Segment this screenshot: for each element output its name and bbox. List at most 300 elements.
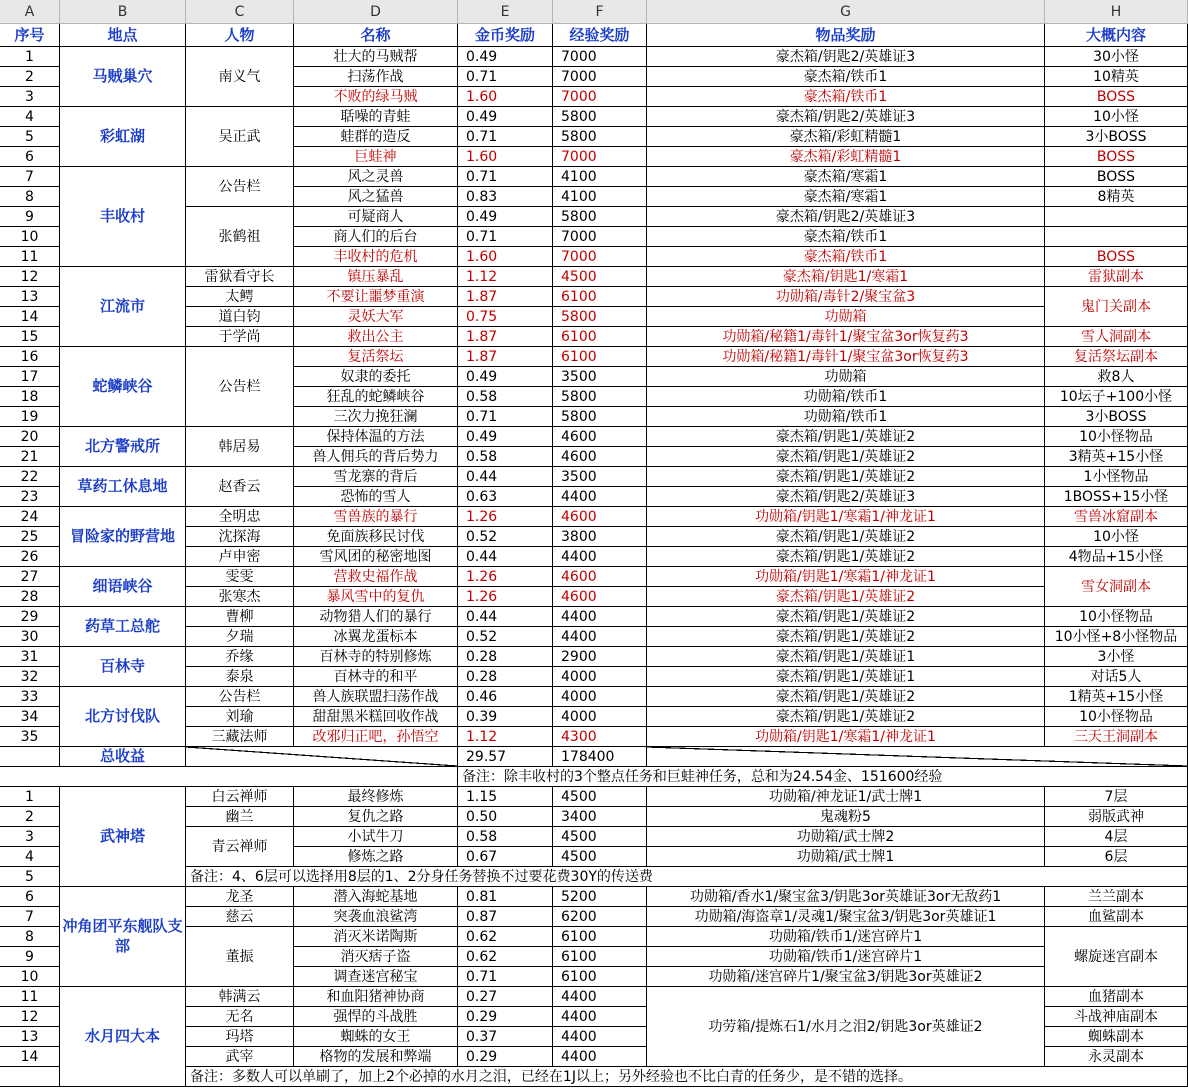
gold-reward[interactable]: 1.26 — [458, 567, 553, 587]
exp-reward[interactable]: 3500 — [553, 467, 647, 487]
row-number[interactable]: 5 — [0, 127, 60, 147]
task-name[interactable]: 最终修炼 — [294, 787, 458, 807]
row-number[interactable]: 34 — [0, 707, 60, 727]
row-number[interactable]: 10 — [0, 227, 60, 247]
row-number[interactable]: 23 — [0, 487, 60, 507]
person-cell[interactable]: 无名 — [186, 1007, 294, 1027]
gold-reward[interactable]: 0.71 — [458, 967, 553, 987]
column-letter-b[interactable]: B — [60, 0, 186, 24]
person-cell[interactable]: 南义气 — [186, 47, 294, 107]
gold-reward[interactable]: 0.44 — [458, 467, 553, 487]
person-cell[interactable]: 张鹤祖 — [186, 207, 294, 267]
row-number[interactable]: 8 — [0, 187, 60, 207]
row-number[interactable]: 7 — [0, 907, 60, 927]
row-number[interactable]: 15 — [0, 327, 60, 347]
item-reward[interactable]: 功勋箱/武士牌1 — [647, 847, 1045, 867]
total-exp[interactable]: 178400 — [553, 747, 647, 767]
person-cell[interactable]: 韩居易 — [186, 427, 294, 467]
task-name[interactable]: 风之猛兽 — [294, 187, 458, 207]
exp-reward[interactable]: 4400 — [553, 627, 647, 647]
exp-reward[interactable]: 7000 — [553, 147, 647, 167]
total-no-cell[interactable] — [0, 747, 60, 767]
content-cell[interactable]: 10小怪 — [1045, 107, 1188, 127]
task-name[interactable]: 消灭米诺陶斯 — [294, 927, 458, 947]
content-cell[interactable]: BOSS — [1045, 247, 1188, 267]
note-cell[interactable]: 备注：多数人可以单刷了，加上2个必掉的水月之泪，已经在1J以上；另外经验也不比白青的任务少，是不错的选择。 — [186, 1067, 1188, 1087]
content-cell[interactable]: 血鲨副本 — [1045, 907, 1188, 927]
content-cell[interactable]: 8精英 — [1045, 187, 1188, 207]
task-name[interactable]: 百林寺的特别修炼 — [294, 647, 458, 667]
item-reward[interactable]: 豪杰箱/铁币1 — [647, 87, 1045, 107]
gold-reward[interactable]: 0.46 — [458, 687, 553, 707]
person-cell[interactable]: 曹柳 — [186, 607, 294, 627]
gold-reward[interactable]: 0.71 — [458, 227, 553, 247]
content-cell[interactable]: 3精英+15小怪 — [1045, 447, 1188, 467]
item-reward[interactable]: 豪杰箱/钥匙1/英雄证2 — [647, 547, 1045, 567]
task-name[interactable]: 强悍的斗战胜 — [294, 1007, 458, 1027]
place-cell[interactable]: 冲角团平东舰队支部 — [60, 887, 186, 987]
row-number[interactable]: 1 — [0, 47, 60, 67]
row-number[interactable]: 7 — [0, 167, 60, 187]
task-name[interactable]: 暴风雪中的复仇 — [294, 587, 458, 607]
gold-reward[interactable]: 0.49 — [458, 427, 553, 447]
task-name[interactable]: 灵妖大军 — [294, 307, 458, 327]
gold-reward[interactable]: 0.81 — [458, 887, 553, 907]
task-name[interactable]: 蜘蛛的女王 — [294, 1027, 458, 1047]
exp-reward[interactable]: 5800 — [553, 387, 647, 407]
person-cell[interactable]: 慈云 — [186, 907, 294, 927]
content-cell[interactable]: BOSS — [1045, 87, 1188, 107]
person-cell[interactable]: 雯雯 — [186, 567, 294, 587]
task-name[interactable]: 兽人佣兵的背后势力 — [294, 447, 458, 467]
task-name[interactable]: 镇压暴乱 — [294, 267, 458, 287]
column-letter-g[interactable]: G — [647, 0, 1045, 24]
content-cell[interactable]: 雪女洞副本 — [1045, 567, 1188, 607]
column-letter-a[interactable]: A — [0, 0, 60, 24]
task-name[interactable]: 丰收村的危机 — [294, 247, 458, 267]
content-cell[interactable]: 10坛子+100小怪 — [1045, 387, 1188, 407]
exp-reward[interactable]: 4000 — [553, 687, 647, 707]
task-name[interactable]: 保持体温的方法 — [294, 427, 458, 447]
content-cell[interactable]: 1精英+15小怪 — [1045, 687, 1188, 707]
item-reward[interactable]: 功勋箱/海盗章1/灵魂1/聚宝盆3/钥匙3or英雄证1 — [647, 907, 1045, 927]
task-name[interactable]: 聒噪的青蛙 — [294, 107, 458, 127]
item-reward[interactable]: 功勋箱/铁币1 — [647, 407, 1045, 427]
row-number[interactable]: 11 — [0, 987, 60, 1007]
task-name[interactable]: 不败的绿马贼 — [294, 87, 458, 107]
item-reward[interactable]: 功勋箱 — [647, 367, 1045, 387]
item-reward[interactable]: 功勋箱 — [647, 307, 1045, 327]
content-cell[interactable]: 10小怪 — [1045, 527, 1188, 547]
item-reward[interactable]: 豪杰箱/铁币1 — [647, 247, 1045, 267]
task-name[interactable]: 复活祭坛 — [294, 347, 458, 367]
place-cell[interactable]: 水月四大本 — [60, 987, 186, 1087]
item-reward[interactable]: 豪杰箱/钥匙2/英雄证3 — [647, 487, 1045, 507]
task-name[interactable]: 免面族移民讨伐 — [294, 527, 458, 547]
item-reward[interactable]: 功勋箱/钥匙1/寒霜1/神龙证1 — [647, 727, 1045, 747]
place-cell[interactable]: 细语峡谷 — [60, 567, 186, 607]
exp-reward[interactable]: 4000 — [553, 667, 647, 687]
item-reward[interactable]: 豪杰箱/寒霜1 — [647, 187, 1045, 207]
content-cell[interactable]: 10小怪物品 — [1045, 707, 1188, 727]
content-cell[interactable]: 永灵副本 — [1045, 1047, 1188, 1067]
person-cell[interactable]: 吴正武 — [186, 107, 294, 167]
content-cell[interactable]: 螺旋迷宫副本 — [1045, 927, 1188, 987]
person-cell[interactable]: 玛塔 — [186, 1027, 294, 1047]
place-cell[interactable]: 丰收村 — [60, 167, 186, 267]
place-cell[interactable]: 江流市 — [60, 267, 186, 347]
task-name[interactable]: 可疑商人 — [294, 207, 458, 227]
gold-reward[interactable]: 0.37 — [458, 1027, 553, 1047]
gold-reward[interactable]: 0.29 — [458, 1007, 553, 1027]
exp-reward[interactable]: 4400 — [553, 987, 647, 1007]
content-cell[interactable]: 6层 — [1045, 847, 1188, 867]
row-number[interactable]: 14 — [0, 307, 60, 327]
content-cell[interactable]: 雪兽冰窟副本 — [1045, 507, 1188, 527]
item-reward[interactable]: 功勋箱/钥匙1/寒霜1/神龙证1 — [647, 507, 1045, 527]
task-name[interactable]: 奴隶的委托 — [294, 367, 458, 387]
row-number[interactable]: 3 — [0, 87, 60, 107]
task-name[interactable]: 扫荡作战 — [294, 67, 458, 87]
column-letter-e[interactable]: E — [458, 0, 553, 24]
row-number[interactable]: 21 — [0, 447, 60, 467]
content-cell[interactable]: 10小怪物品 — [1045, 427, 1188, 447]
item-reward[interactable]: 豪杰箱/钥匙1/寒霜1 — [647, 267, 1045, 287]
content-cell[interactable]: 兰兰副本 — [1045, 887, 1188, 907]
row-number[interactable]: 29 — [0, 607, 60, 627]
content-cell[interactable]: 3小BOSS — [1045, 127, 1188, 147]
gold-reward[interactable]: 0.58 — [458, 387, 553, 407]
exp-reward[interactable]: 6100 — [553, 347, 647, 367]
person-cell[interactable]: 赵香云 — [186, 467, 294, 507]
exp-reward[interactable]: 5200 — [553, 887, 647, 907]
column-letter-f[interactable]: F — [553, 0, 647, 24]
item-reward[interactable]: 豪杰箱/钥匙1/英雄证2 — [647, 627, 1045, 647]
exp-reward[interactable]: 3800 — [553, 527, 647, 547]
task-name[interactable]: 雪龙寨的背后 — [294, 467, 458, 487]
item-reward[interactable]: 豪杰箱/钥匙1/英雄证2 — [647, 427, 1045, 447]
gold-reward[interactable]: 1.87 — [458, 327, 553, 347]
person-cell[interactable]: 太鳄 — [186, 287, 294, 307]
item-reward[interactable]: 功勋箱/铁币1/迷宫碎片1 — [647, 927, 1045, 947]
gold-reward[interactable]: 0.63 — [458, 487, 553, 507]
person-cell[interactable]: 龙圣 — [186, 887, 294, 907]
exp-reward[interactable]: 4400 — [553, 607, 647, 627]
item-reward[interactable]: 功勋箱/香水1/聚宝盆3/钥匙3or英雄证3or无敌药1 — [647, 887, 1045, 907]
exp-reward[interactable]: 6100 — [553, 927, 647, 947]
exp-reward[interactable]: 6100 — [553, 967, 647, 987]
content-cell[interactable] — [1045, 227, 1188, 247]
gold-reward[interactable]: 0.83 — [458, 187, 553, 207]
place-cell[interactable]: 马贼巢穴 — [60, 47, 186, 107]
total-diag-cell[interactable] — [186, 747, 458, 767]
task-name[interactable]: 雪兽族的暴行 — [294, 507, 458, 527]
gold-reward[interactable]: 0.58 — [458, 447, 553, 467]
task-name[interactable]: 巨蛙神 — [294, 147, 458, 167]
content-cell[interactable]: 30小怪 — [1045, 47, 1188, 67]
exp-reward[interactable]: 7000 — [553, 247, 647, 267]
gold-reward[interactable]: 0.50 — [458, 807, 553, 827]
person-cell[interactable]: 三藏法师 — [186, 727, 294, 747]
person-cell[interactable]: 道白钧 — [186, 307, 294, 327]
place-cell[interactable]: 北方警戒所 — [60, 427, 186, 467]
task-name[interactable]: 调查迷宫秘宝 — [294, 967, 458, 987]
exp-reward[interactable]: 5800 — [553, 407, 647, 427]
content-cell[interactable]: 雪人洞副本 — [1045, 327, 1188, 347]
person-cell[interactable]: 张寒杰 — [186, 587, 294, 607]
column-letter-h[interactable]: H — [1045, 0, 1188, 24]
content-cell[interactable]: 对话5人 — [1045, 667, 1188, 687]
row-number[interactable]: 19 — [0, 407, 60, 427]
exp-reward[interactable]: 5800 — [553, 307, 647, 327]
content-cell[interactable]: 4层 — [1045, 827, 1188, 847]
row-number[interactable]: 20 — [0, 427, 60, 447]
row-number[interactable]: 13 — [0, 287, 60, 307]
row-number[interactable]: 12 — [0, 267, 60, 287]
row-number[interactable]: 11 — [0, 247, 60, 267]
exp-reward[interactable]: 4600 — [553, 567, 647, 587]
gold-reward[interactable]: 0.71 — [458, 167, 553, 187]
row-number[interactable]: 4 — [0, 847, 60, 867]
content-cell[interactable]: 救8人 — [1045, 367, 1188, 387]
exp-reward[interactable]: 3500 — [553, 367, 647, 387]
content-cell[interactable]: 三天王洞副本 — [1045, 727, 1188, 747]
exp-reward[interactable]: 4500 — [553, 827, 647, 847]
exp-reward[interactable]: 3400 — [553, 807, 647, 827]
gold-reward[interactable]: 0.27 — [458, 987, 553, 1007]
gold-reward[interactable]: 1.60 — [458, 147, 553, 167]
item-reward[interactable]: 功勋箱/毒针2/聚宝盆3 — [647, 287, 1045, 307]
person-cell[interactable]: 董振 — [186, 927, 294, 987]
task-name[interactable]: 蛙群的造反 — [294, 127, 458, 147]
item-reward[interactable]: 豪杰箱/钥匙2/英雄证3 — [647, 47, 1045, 67]
item-reward[interactable]: 豪杰箱/彩虹精髓1 — [647, 127, 1045, 147]
task-name[interactable]: 动物猎人们的暴行 — [294, 607, 458, 627]
exp-reward[interactable]: 4500 — [553, 267, 647, 287]
gold-reward[interactable]: 0.44 — [458, 547, 553, 567]
row-number[interactable]: 4 — [0, 107, 60, 127]
exp-reward[interactable]: 4600 — [553, 507, 647, 527]
gold-reward[interactable]: 1.87 — [458, 347, 553, 367]
exp-reward[interactable]: 2900 — [553, 647, 647, 667]
note-cell[interactable]: 备注：4、6层可以选择用8层的1、2分身任务替换不过要花费30Y的传送费 — [186, 867, 1188, 887]
header-cell[interactable]: 物品奖励 — [647, 24, 1045, 47]
row-number[interactable]: 14 — [0, 1047, 60, 1067]
task-name[interactable]: 救出公主 — [294, 327, 458, 347]
total-label[interactable]: 总收益 — [60, 747, 186, 767]
task-name[interactable]: 百林寺的和平 — [294, 667, 458, 687]
row-number[interactable]: 13 — [0, 1027, 60, 1047]
person-cell[interactable]: 公告栏 — [186, 167, 294, 207]
row-number[interactable]: 30 — [0, 627, 60, 647]
total-gold[interactable]: 29.57 — [458, 747, 553, 767]
item-reward[interactable]: 功勋箱/秘籍1/毒针1/聚宝盆3or恢复药3 — [647, 327, 1045, 347]
person-cell[interactable]: 沈探海 — [186, 527, 294, 547]
exp-reward[interactable]: 7000 — [553, 67, 647, 87]
task-name[interactable]: 狂乱的蛇鳞峡谷 — [294, 387, 458, 407]
content-cell[interactable]: 复活祭坛副本 — [1045, 347, 1188, 367]
place-cell[interactable]: 蛇鳞峡谷 — [60, 347, 186, 427]
exp-reward[interactable]: 6100 — [553, 327, 647, 347]
task-name[interactable]: 消灭痞子盗 — [294, 947, 458, 967]
row-number[interactable]: 5 — [0, 867, 60, 887]
person-cell[interactable]: 乔缘 — [186, 647, 294, 667]
person-cell[interactable]: 夕瑞 — [186, 627, 294, 647]
item-reward[interactable]: 功勋箱/迷宫碎片1/聚宝盆3/钥匙3or英雄证2 — [647, 967, 1045, 987]
exp-reward[interactable]: 6100 — [553, 947, 647, 967]
task-name[interactable]: 恐怖的雪人 — [294, 487, 458, 507]
gold-reward[interactable]: 0.49 — [458, 47, 553, 67]
content-cell[interactable]: 鬼门关副本 — [1045, 287, 1188, 327]
task-name[interactable]: 和血阳猪神协商 — [294, 987, 458, 1007]
row-number[interactable]: 22 — [0, 467, 60, 487]
row-number[interactable]: 26 — [0, 547, 60, 567]
exp-reward[interactable]: 4400 — [553, 1047, 647, 1067]
item-reward[interactable]: 豪杰箱/钥匙1/英雄证2 — [647, 707, 1045, 727]
row-number-blank[interactable] — [0, 1067, 60, 1087]
task-name[interactable]: 三次力挽狂澜 — [294, 407, 458, 427]
content-cell[interactable]: BOSS — [1045, 167, 1188, 187]
item-reward[interactable]: 豪杰箱/钥匙2/英雄证3 — [647, 107, 1045, 127]
person-cell[interactable]: 泰泉 — [186, 667, 294, 687]
row-number[interactable]: 25 — [0, 527, 60, 547]
gold-reward[interactable]: 0.28 — [458, 667, 553, 687]
item-reward[interactable]: 豪杰箱/彩虹精髓1 — [647, 147, 1045, 167]
task-name[interactable]: 冰翼龙蛋标本 — [294, 627, 458, 647]
item-reward[interactable]: 豪杰箱/铁币1 — [647, 227, 1045, 247]
exp-reward[interactable]: 4000 — [553, 707, 647, 727]
exp-reward[interactable]: 4400 — [553, 1027, 647, 1047]
content-cell[interactable]: 血猪副本 — [1045, 987, 1188, 1007]
gold-reward[interactable]: 0.67 — [458, 847, 553, 867]
exp-reward[interactable]: 6100 — [553, 287, 647, 307]
exp-reward[interactable]: 4300 — [553, 727, 647, 747]
row-number[interactable]: 9 — [0, 207, 60, 227]
content-cell[interactable]: 10精英 — [1045, 67, 1188, 87]
exp-reward[interactable]: 4400 — [553, 1007, 647, 1027]
place-cell[interactable]: 武神塔 — [60, 787, 186, 887]
content-cell[interactable]: 雷狱副本 — [1045, 267, 1188, 287]
exp-reward[interactable]: 5800 — [553, 207, 647, 227]
row-number[interactable]: 35 — [0, 727, 60, 747]
row-number[interactable]: 2 — [0, 67, 60, 87]
place-cell[interactable]: 百林寺 — [60, 647, 186, 687]
task-name[interactable]: 风之灵兽 — [294, 167, 458, 187]
task-name[interactable]: 复仇之路 — [294, 807, 458, 827]
task-name[interactable]: 不要让噩梦重演 — [294, 287, 458, 307]
content-cell[interactable]: 3小怪 — [1045, 647, 1188, 667]
gold-reward[interactable]: 0.62 — [458, 947, 553, 967]
task-name[interactable]: 壮大的马贼帮 — [294, 47, 458, 67]
gold-reward[interactable]: 1.26 — [458, 587, 553, 607]
item-reward[interactable]: 豪杰箱/钥匙1/英雄证2 — [647, 687, 1045, 707]
header-cell[interactable]: 大概内容 — [1045, 24, 1188, 47]
item-reward[interactable]: 豪杰箱/钥匙1/英雄证2 — [647, 467, 1045, 487]
content-cell[interactable]: 7层 — [1045, 787, 1188, 807]
person-cell[interactable]: 于学尚 — [186, 327, 294, 347]
header-cell[interactable]: 金币奖励 — [458, 24, 553, 47]
exp-reward[interactable]: 7000 — [553, 87, 647, 107]
item-reward[interactable]: 鬼魂粉5 — [647, 807, 1045, 827]
task-name[interactable]: 突袭血浪鲨湾 — [294, 907, 458, 927]
content-cell[interactable]: 3小BOSS — [1045, 407, 1188, 427]
gold-reward[interactable]: 0.52 — [458, 627, 553, 647]
content-cell[interactable]: 4物品+15小怪 — [1045, 547, 1188, 567]
row-number[interactable]: 33 — [0, 687, 60, 707]
row-number[interactable]: 31 — [0, 647, 60, 667]
row-number[interactable]: 8 — [0, 927, 60, 947]
content-cell[interactable]: 1小怪物品 — [1045, 467, 1188, 487]
row-number[interactable]: 6 — [0, 147, 60, 167]
gold-reward[interactable]: 0.71 — [458, 407, 553, 427]
item-reward[interactable]: 功劳箱/提炼石1/水月之泪2/钥匙3or英雄证2 — [647, 987, 1045, 1067]
task-name[interactable]: 修炼之路 — [294, 847, 458, 867]
person-cell[interactable]: 青云禅师 — [186, 827, 294, 867]
header-cell[interactable]: 地点 — [60, 24, 186, 47]
person-cell[interactable]: 武宰 — [186, 1047, 294, 1067]
task-name[interactable]: 小试牛刀 — [294, 827, 458, 847]
row-number[interactable]: 10 — [0, 967, 60, 987]
item-reward[interactable]: 豪杰箱/钥匙1/英雄证2 — [647, 447, 1045, 467]
place-cell[interactable]: 彩虹湖 — [60, 107, 186, 167]
place-cell[interactable]: 药草工总舵 — [60, 607, 186, 647]
row-number[interactable]: 24 — [0, 507, 60, 527]
gold-reward[interactable]: 0.44 — [458, 607, 553, 627]
row-number[interactable]: 16 — [0, 347, 60, 367]
row-number[interactable]: 28 — [0, 587, 60, 607]
exp-reward[interactable]: 7000 — [553, 227, 647, 247]
gold-reward[interactable]: 0.71 — [458, 67, 553, 87]
task-name[interactable]: 雪风团的秘密地图 — [294, 547, 458, 567]
item-reward[interactable]: 功勋箱/铁币1/迷宫碎片1 — [647, 947, 1045, 967]
content-cell[interactable]: 10小怪物品 — [1045, 607, 1188, 627]
item-reward[interactable]: 豪杰箱/钥匙1/英雄证2 — [647, 587, 1045, 607]
content-cell[interactable]: 弱版武神 — [1045, 807, 1188, 827]
task-name[interactable]: 潜入海蛇基地 — [294, 887, 458, 907]
place-cell[interactable]: 北方讨伐队 — [60, 687, 186, 747]
row-number[interactable]: 27 — [0, 567, 60, 587]
header-cell[interactable]: 名称 — [294, 24, 458, 47]
column-letter-d[interactable]: D — [294, 0, 458, 24]
gold-reward[interactable]: 1.60 — [458, 87, 553, 107]
row-number[interactable]: 9 — [0, 947, 60, 967]
row-number[interactable]: 1 — [0, 787, 60, 807]
row-number[interactable]: 17 — [0, 367, 60, 387]
note-blank[interactable] — [0, 767, 458, 787]
gold-reward[interactable]: 0.62 — [458, 927, 553, 947]
place-cell[interactable]: 草药工休息地 — [60, 467, 186, 507]
header-cell[interactable]: 人物 — [186, 24, 294, 47]
row-number[interactable]: 32 — [0, 667, 60, 687]
person-cell[interactable]: 雷狱看守长 — [186, 267, 294, 287]
exp-reward[interactable]: 4600 — [553, 587, 647, 607]
row-number[interactable]: 6 — [0, 887, 60, 907]
exp-reward[interactable]: 4100 — [553, 167, 647, 187]
exp-reward[interactable]: 5800 — [553, 127, 647, 147]
gold-reward[interactable]: 0.75 — [458, 307, 553, 327]
content-cell[interactable]: 斗战神庙副本 — [1045, 1007, 1188, 1027]
gold-reward[interactable]: 1.87 — [458, 287, 553, 307]
task-name[interactable]: 甜甜黑米糕回收作战 — [294, 707, 458, 727]
gold-reward[interactable]: 0.49 — [458, 207, 553, 227]
person-cell[interactable]: 刘瑜 — [186, 707, 294, 727]
exp-reward[interactable]: 4600 — [553, 427, 647, 447]
exp-reward[interactable]: 4500 — [553, 787, 647, 807]
item-reward[interactable]: 豪杰箱/铁币1 — [647, 67, 1045, 87]
gold-reward[interactable]: 0.28 — [458, 647, 553, 667]
task-name[interactable]: 格物的发展和弊端 — [294, 1047, 458, 1067]
gold-reward[interactable]: 0.49 — [458, 367, 553, 387]
